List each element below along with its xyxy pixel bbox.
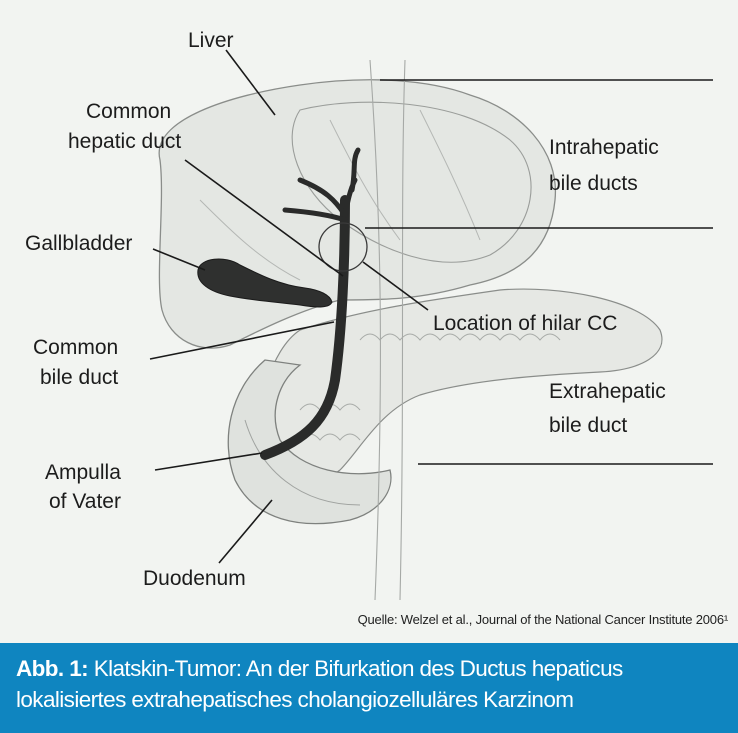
figure-caption: [0, 643, 738, 733]
source-credit: Quelle: Welzel et al., Journal of the National Cancer Institute 2006¹: [357, 612, 728, 627]
label-ampulla-1: Ampulla: [45, 461, 121, 484]
caption-text: Klatskin-Tumor: An der Bifurkation des Ductus hepaticus lokalisiertes extrahepatisches cholangiozelluläres Karzinom: [16, 656, 623, 712]
label-duodenum: Duodenum: [143, 567, 246, 590]
label-common-hepatic-duct-2: hepatic duct: [68, 130, 182, 153]
label-extrahepatic-1: Extrahepatic: [549, 380, 666, 403]
label-extrahepatic-2: bile duct: [549, 414, 628, 437]
label-common-bile-duct-2: bile duct: [40, 366, 119, 389]
leader-duodenum: [219, 500, 272, 563]
label-intrahepatic-1: Intrahepatic: [549, 136, 659, 159]
label-gallbladder: Gallbladder: [25, 232, 133, 255]
label-intrahepatic-2: bile ducts: [549, 172, 638, 195]
label-liver: Liver: [188, 29, 234, 52]
label-ampulla-2: of Vater: [49, 490, 121, 513]
label-common-bile-duct-1: Common: [33, 336, 119, 359]
label-common-hepatic-duct-1: Common: [86, 100, 172, 123]
caption-prefix: Abb. 1:: [16, 656, 89, 681]
label-hilar-cc: Location of hilar CC: [433, 312, 618, 335]
